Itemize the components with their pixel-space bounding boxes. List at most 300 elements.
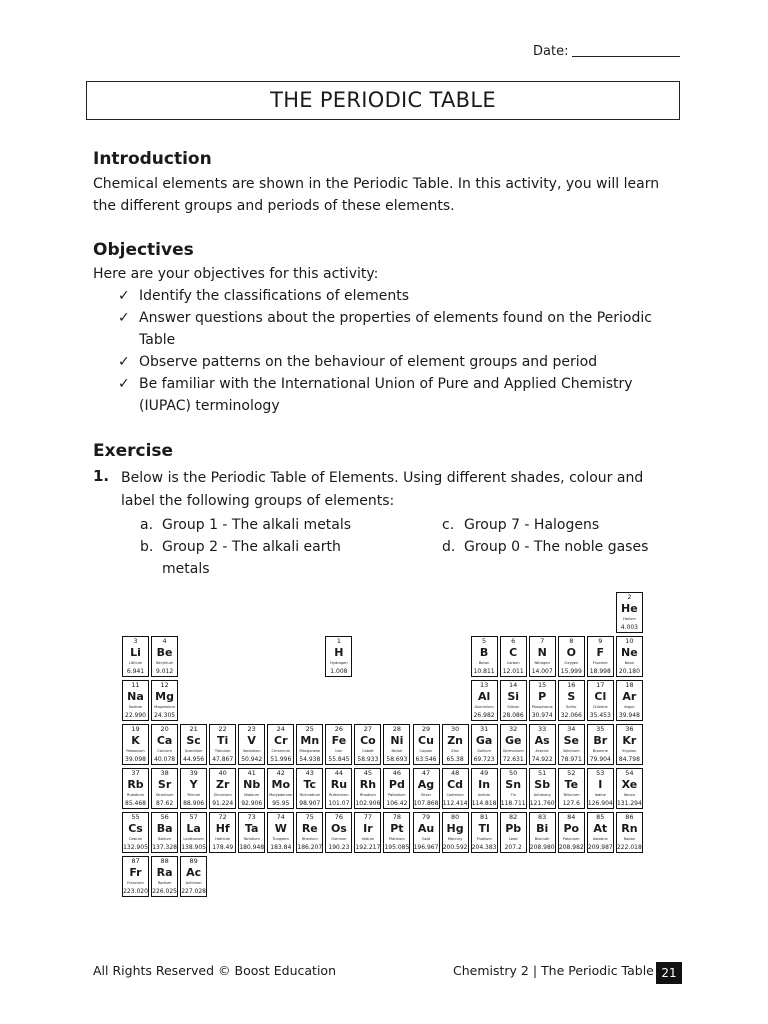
element-cell-ir[interactable]: [354, 812, 381, 853]
element-mass: 15.999: [560, 668, 582, 675]
element-number: 55: [131, 813, 140, 821]
element-cell-c[interactable]: [500, 636, 527, 677]
introduction-heading: Introduction: [93, 149, 212, 169]
element-symbol: Te: [564, 778, 579, 791]
element-name: Platinum: [388, 837, 405, 841]
element-cell-sc[interactable]: [180, 724, 207, 765]
element-name: Tellurium: [563, 793, 580, 797]
element-symbol: Hg: [446, 822, 464, 835]
element-name: Yttrium: [186, 793, 201, 797]
element-mass: 44.956: [183, 756, 205, 763]
element-cell-os[interactable]: [325, 812, 352, 853]
option-letter: b.: [140, 539, 154, 555]
element-number: 40: [218, 769, 227, 777]
element-number: 19: [131, 725, 140, 733]
element-cell-ra[interactable]: [151, 856, 178, 897]
introduction-text: Chemical elements are shown in the Periodic Table. In this activity, you will learn the different groups and periods of these elements.: [93, 176, 660, 214]
element-symbol: Zn: [447, 734, 463, 747]
element-symbol: Tl: [478, 822, 490, 835]
element-cell-cs[interactable]: [122, 812, 149, 853]
element-number: 18: [625, 681, 634, 689]
element-cell-ru[interactable]: [325, 768, 352, 809]
option-text: Group 1 - The alkali metals: [162, 517, 352, 533]
element-cell-zn[interactable]: [442, 724, 469, 765]
element-mass: 178.49: [212, 844, 234, 851]
element-cell-si[interactable]: [500, 680, 527, 721]
element-cell-pt[interactable]: [383, 812, 410, 853]
element-symbol: At: [593, 822, 608, 835]
element-symbol: Be: [156, 646, 173, 659]
element-symbol: Cs: [128, 822, 143, 835]
element-mass: 18.998: [589, 668, 611, 675]
element-mass: 58.933: [357, 756, 379, 763]
element-name: Zirconium: [213, 793, 232, 797]
element-cell-br[interactable]: [587, 724, 614, 765]
element-name: Palladium: [388, 793, 406, 797]
element-symbol: Nb: [243, 778, 261, 791]
element-cell-w[interactable]: [267, 812, 294, 853]
element-number: 45: [363, 769, 373, 777]
element-symbol: Mg: [155, 690, 174, 703]
element-number: 8: [569, 637, 574, 645]
element-symbol: Pd: [388, 778, 405, 791]
element-cell-ta[interactable]: [238, 812, 265, 853]
element-mass: 88.906: [183, 800, 205, 807]
element-number: 33: [538, 725, 547, 733]
element-cell-re[interactable]: [296, 812, 323, 853]
element-name: Helium: [623, 617, 636, 621]
element-mass: 91.224: [212, 800, 234, 807]
element-mass: 118.711: [500, 800, 526, 807]
question-number: 1.: [93, 467, 110, 485]
element-name: Zinc: [451, 749, 459, 753]
element-symbol: S: [567, 690, 576, 703]
element-name: Hafnium: [215, 837, 231, 841]
element-cell-cd[interactable]: [442, 768, 469, 809]
element-symbol: Po: [563, 822, 580, 835]
element-symbol: Fr: [129, 866, 142, 879]
element-name: Carbon: [506, 661, 520, 665]
element-mass: 84.798: [618, 756, 640, 763]
element-cell-s[interactable]: [558, 680, 585, 721]
element-cell-ne[interactable]: [616, 636, 643, 677]
element-symbol: Li: [130, 646, 141, 659]
element-symbol: Au: [417, 822, 435, 835]
element-name: Ruthenium: [329, 793, 349, 797]
element-symbol: Ir: [363, 822, 373, 835]
element-symbol: Cl: [594, 690, 607, 703]
element-symbol: Co: [360, 734, 376, 747]
element-symbol: Br: [593, 734, 608, 747]
element-name: Xenon: [623, 793, 636, 797]
element-cell-ca[interactable]: [151, 724, 178, 765]
element-name: Barium: [158, 837, 172, 841]
element-name: Tantalum: [243, 837, 260, 841]
element-number: 46: [392, 769, 402, 777]
element-cell-al[interactable]: [471, 680, 498, 721]
element-number: 22: [218, 725, 227, 733]
element-cell-pb[interactable]: [500, 812, 527, 853]
element-number: 38: [160, 769, 169, 777]
footer-copyright: All Rights Reserved © Boost Education: [93, 963, 336, 978]
element-number: 79: [421, 813, 431, 821]
element-mass: 72.631: [502, 756, 524, 763]
element-number: 41: [247, 769, 256, 777]
element-mass: 79.904: [589, 756, 611, 763]
element-name: Actinium: [185, 881, 202, 885]
option-c: [442, 514, 664, 536]
element-name: Radon: [623, 837, 636, 841]
element-mass: 98.907: [299, 800, 321, 807]
element-symbol: Ba: [156, 822, 173, 835]
element-number: 34: [567, 725, 576, 733]
date-field: [533, 44, 680, 59]
element-mass: 40.078: [154, 756, 176, 763]
element-name: Magnesium: [154, 705, 175, 709]
objectives-list: [118, 285, 678, 417]
element-cell-fe[interactable]: [325, 724, 352, 765]
element-name: Lanthanum: [183, 837, 204, 841]
element-symbol: Xe: [621, 778, 638, 791]
element-cell-be[interactable]: [151, 636, 178, 677]
footer-course: Chemistry 2 | The Periodic Table: [453, 963, 654, 978]
element-number: 72: [218, 813, 227, 821]
element-symbol: O: [566, 646, 576, 659]
element-number: 31: [479, 725, 489, 733]
element-symbol: Y: [189, 778, 198, 791]
element-number: 57: [189, 813, 198, 821]
element-cell-f[interactable]: [587, 636, 614, 677]
element-number: 36: [625, 725, 634, 733]
element-cell-k[interactable]: [122, 724, 149, 765]
element-cell-na[interactable]: [122, 680, 149, 721]
element-cell-ar[interactable]: [616, 680, 643, 721]
element-mass: 226.025: [152, 888, 177, 895]
element-cell-in[interactable]: [471, 768, 498, 809]
element-mass: 195.085: [384, 844, 410, 851]
element-number: 13: [479, 681, 489, 689]
element-symbol: Cu: [418, 734, 434, 747]
option-text: Group 0 - The noble gases: [464, 539, 649, 555]
option-d: [442, 536, 664, 558]
element-mass: 65.38: [446, 756, 464, 763]
element-cell-cl[interactable]: [587, 680, 614, 721]
option-letter: d.: [442, 539, 456, 555]
element-cell-mo[interactable]: [267, 768, 294, 809]
element-number: 56: [160, 813, 169, 821]
element-number: 28: [392, 725, 402, 733]
element-mass: 51.996: [270, 756, 292, 763]
element-cell-hf[interactable]: [209, 812, 236, 853]
element-mass: 204.383: [471, 844, 497, 851]
element-name: Thallium: [476, 837, 492, 841]
element-name: Scandium: [184, 749, 203, 753]
element-number: 43: [305, 769, 314, 777]
element-mass: 22.990: [125, 712, 146, 719]
element-mass: 54.938: [299, 756, 321, 763]
element-name: Cadmium: [446, 793, 464, 797]
element-name: Iodine: [594, 793, 606, 797]
element-name: Rhenium: [301, 837, 318, 841]
option-b: [140, 536, 352, 580]
element-name: Selenium: [562, 749, 580, 753]
element-symbol: Ru: [330, 778, 348, 791]
element-name: Oxygen: [564, 661, 579, 665]
element-mass: 69.723: [473, 756, 495, 763]
element-symbol: H: [334, 646, 344, 659]
element-number: 85: [596, 813, 605, 821]
element-number: 88: [160, 857, 169, 865]
element-cell-he[interactable]: [616, 592, 643, 633]
element-number: 50: [509, 769, 518, 777]
objective-item: ✓ Observe patterns on the behaviour of element groups and period: [118, 351, 678, 373]
element-cell-sn[interactable]: [500, 768, 527, 809]
element-cell-tc[interactable]: [296, 768, 323, 809]
element-symbol: I: [598, 778, 603, 791]
element-symbol: Sb: [534, 778, 551, 791]
element-mass: 183.84: [270, 844, 292, 851]
element-symbol: C: [509, 646, 518, 659]
element-cell-sb[interactable]: [529, 768, 556, 809]
element-number: 24: [276, 725, 285, 733]
element-cell-mg[interactable]: [151, 680, 178, 721]
element-cell-i[interactable]: [587, 768, 614, 809]
element-mass: 223.020: [123, 888, 148, 895]
element-cell-rh[interactable]: [354, 768, 381, 809]
element-cell-rn[interactable]: [616, 812, 643, 853]
page-title: THE PERIODIC TABLE: [86, 81, 680, 120]
element-mass: 138.905: [181, 844, 206, 851]
element-mass: 186.207: [297, 844, 323, 851]
element-mass: 30.974: [531, 712, 553, 719]
objectives-lead: Here are your objectives for this activity:: [93, 266, 379, 282]
element-mass: 190.23: [328, 844, 350, 851]
element-cell-kr[interactable]: [616, 724, 643, 765]
element-symbol: Ra: [156, 866, 173, 879]
element-name: Molybdenum: [269, 793, 293, 797]
element-cell-xe[interactable]: [616, 768, 643, 809]
element-cell-ti[interactable]: [209, 724, 236, 765]
element-number: 1: [336, 637, 341, 645]
element-number: 29: [421, 725, 431, 733]
element-cell-pd[interactable]: [383, 768, 410, 809]
element-name: Sodium: [128, 705, 143, 709]
element-number: 81: [479, 813, 489, 821]
element-cell-ge[interactable]: [500, 724, 527, 765]
element-name: Antimony: [533, 793, 551, 797]
element-symbol: Sc: [186, 734, 201, 747]
element-cell-te[interactable]: [558, 768, 585, 809]
element-symbol: Bi: [536, 822, 549, 835]
element-cell-zr[interactable]: [209, 768, 236, 809]
element-mass: 208.982: [558, 844, 584, 851]
element-cell-fr[interactable]: [122, 856, 149, 897]
element-number: 53: [596, 769, 605, 777]
element-symbol: Fe: [331, 734, 347, 747]
element-cell-nb[interactable]: [238, 768, 265, 809]
element-symbol: K: [131, 734, 140, 747]
element-number: 83: [538, 813, 547, 821]
element-mass: 222.018: [616, 844, 642, 851]
page-number: 21: [656, 962, 682, 984]
element-name: Potassium: [126, 749, 145, 753]
element-mass: 85.468: [125, 800, 146, 807]
element-number: 49: [479, 769, 489, 777]
objective-item: ✓ Answer questions about the properties of elements found on the Periodic Table: [118, 307, 678, 351]
element-name: Chromium: [271, 749, 291, 753]
element-cell-cu[interactable]: [413, 724, 440, 765]
date-blank-line[interactable]: [572, 44, 680, 57]
element-mass: 112.414: [442, 800, 468, 807]
element-number: 9: [598, 637, 603, 645]
element-number: 51: [538, 769, 547, 777]
element-name: Cesium: [128, 837, 143, 841]
element-name: Cobalt: [362, 749, 374, 753]
element-cell-po[interactable]: [558, 812, 585, 853]
element-symbol: Pb: [505, 822, 522, 835]
element-cell-rb[interactable]: [122, 768, 149, 809]
element-cell-o[interactable]: [558, 636, 585, 677]
element-mass: 1.008: [330, 668, 348, 675]
element-number: 6: [511, 637, 516, 645]
element-name: Titanium: [214, 749, 231, 753]
element-name: Gallium: [477, 749, 491, 753]
element-mass: 192.217: [355, 844, 381, 851]
element-mass: 32.066: [560, 712, 582, 719]
element-cell-se[interactable]: [558, 724, 585, 765]
element-symbol: In: [478, 778, 491, 791]
element-mass: 63.546: [415, 756, 437, 763]
element-name: Rhodium: [359, 793, 376, 797]
element-name: Vanadium: [242, 749, 261, 753]
element-name: Fluorine: [593, 661, 608, 665]
element-symbol: As: [534, 734, 550, 747]
element-number: 54: [625, 769, 634, 777]
element-cell-au[interactable]: [413, 812, 440, 853]
element-name: Lithium: [128, 661, 143, 665]
exercise-heading: Exercise: [93, 441, 174, 461]
element-name: Germanium: [502, 749, 524, 753]
element-number: 7: [540, 637, 545, 645]
element-symbol: B: [479, 646, 489, 659]
element-name: Nickel: [391, 749, 403, 753]
element-mass: 196.967: [413, 844, 439, 851]
element-cell-mn[interactable]: [296, 724, 323, 765]
element-mass: 47.867: [212, 756, 234, 763]
date-label: Date:: [533, 44, 569, 59]
element-cell-h[interactable]: [325, 636, 352, 677]
element-number: 5: [482, 637, 487, 645]
element-cell-li[interactable]: [122, 636, 149, 677]
element-name: Francium: [127, 881, 144, 885]
element-cell-as[interactable]: [529, 724, 556, 765]
element-name: Iridium: [361, 837, 375, 841]
element-number: 74: [276, 813, 285, 821]
element-cell-b[interactable]: [471, 636, 498, 677]
element-symbol: Mo: [271, 778, 291, 791]
element-name: Mercury: [447, 837, 463, 841]
element-mass: 207.2: [504, 844, 522, 851]
element-name: Bismuth: [534, 837, 550, 841]
element-cell-ag[interactable]: [413, 768, 440, 809]
element-cell-tl[interactable]: [471, 812, 498, 853]
element-mass: 208.980: [529, 844, 555, 851]
element-name: Astatine: [592, 837, 608, 841]
element-cell-ba[interactable]: [151, 812, 178, 853]
element-cell-la[interactable]: [180, 812, 207, 853]
element-number: 42: [276, 769, 285, 777]
element-symbol: P: [538, 690, 547, 703]
element-mass: 200.592: [442, 844, 468, 851]
element-cell-hg[interactable]: [442, 812, 469, 853]
element-cell-n[interactable]: [529, 636, 556, 677]
element-name: Radium: [157, 881, 172, 885]
element-number: 27: [363, 725, 373, 733]
element-number: 17: [596, 681, 605, 689]
element-mass: 14.007: [531, 668, 553, 675]
element-number: 39: [189, 769, 198, 777]
element-cell-y[interactable]: [180, 768, 207, 809]
element-number: 73: [247, 813, 256, 821]
element-symbol: Rh: [359, 778, 377, 791]
element-cell-sr[interactable]: [151, 768, 178, 809]
element-cell-v[interactable]: [238, 724, 265, 765]
question-text: Below is the Periodic Table of Elements. Using different shades, colour and label the following groups of elements:: [121, 470, 644, 509]
element-name: Phosphorus: [531, 705, 553, 709]
element-cell-cr[interactable]: [267, 724, 294, 765]
element-symbol: Ar: [622, 690, 637, 703]
element-cell-bi[interactable]: [529, 812, 556, 853]
element-mass: 92.906: [241, 800, 263, 807]
element-cell-ga[interactable]: [471, 724, 498, 765]
element-symbol: Re: [301, 822, 318, 835]
element-cell-ni[interactable]: [383, 724, 410, 765]
element-cell-ac[interactable]: [180, 856, 207, 897]
element-mass: 180.948: [239, 844, 265, 851]
element-symbol: La: [186, 822, 201, 835]
element-symbol: He: [621, 602, 638, 615]
element-name: Strontium: [155, 793, 174, 797]
element-symbol: Sn: [505, 778, 522, 791]
element-mass: 114.818: [471, 800, 497, 807]
element-number: 10: [625, 637, 634, 645]
element-symbol: Cd: [447, 778, 464, 791]
element-cell-co[interactable]: [354, 724, 381, 765]
element-mass: 132.905: [123, 844, 148, 851]
element-cell-at[interactable]: [587, 812, 614, 853]
element-number: 84: [567, 813, 576, 821]
element-mass: 107.868: [413, 800, 439, 807]
element-mass: 20.180: [618, 668, 640, 675]
element-symbol: Kr: [622, 734, 637, 747]
element-number: 26: [334, 725, 344, 733]
objective-item: ✓ Identify the classifications of elements: [118, 285, 678, 307]
element-number: 76: [334, 813, 344, 821]
element-symbol: N: [537, 646, 547, 659]
element-name: Aluminium: [474, 705, 494, 709]
element-mass: 102.906: [355, 800, 381, 807]
element-mass: 121.760: [529, 800, 555, 807]
element-number: 82: [509, 813, 518, 821]
element-symbol: Ac: [186, 866, 202, 879]
element-name: Sulfur: [566, 705, 577, 709]
element-mass: 28.086: [502, 712, 524, 719]
element-name: Iron: [335, 749, 343, 753]
element-symbol: Ne: [621, 646, 638, 659]
element-mass: 74.922: [531, 756, 553, 763]
element-number: 35: [596, 725, 605, 733]
element-cell-p[interactable]: [529, 680, 556, 721]
